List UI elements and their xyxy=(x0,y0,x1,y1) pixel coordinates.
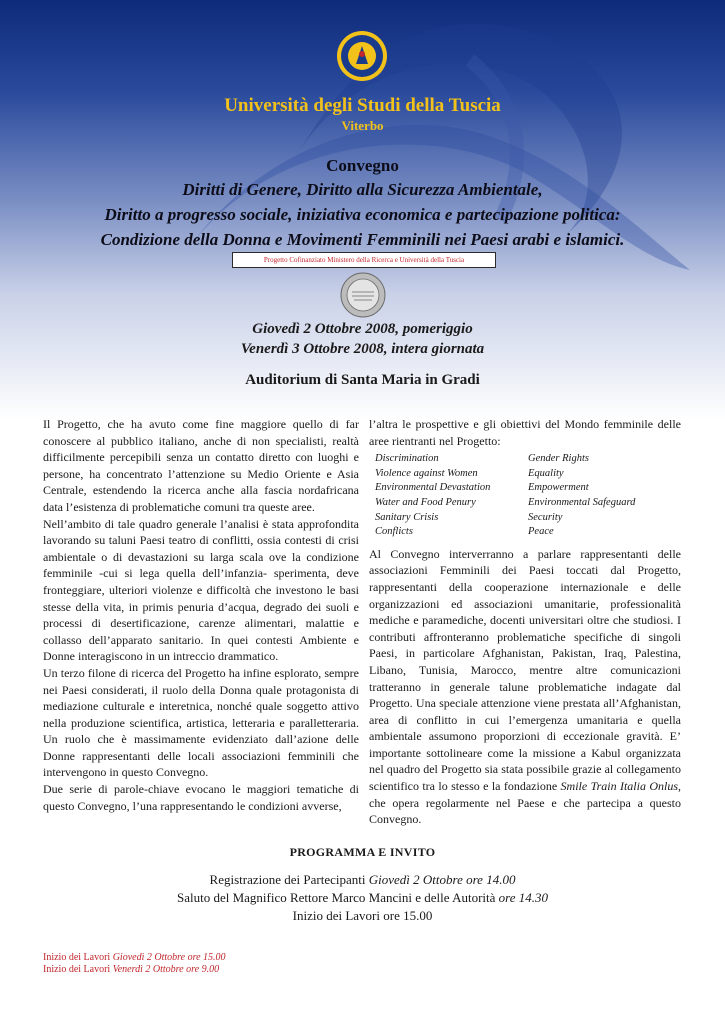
keyword-item: Environmental Safeguard xyxy=(528,496,636,508)
keyword-item: Gender Rights xyxy=(528,453,589,465)
date-thursday: Giovedì 2 Ottobre 2008, pomeriggio xyxy=(252,321,473,337)
university-seal-logo xyxy=(336,30,388,82)
project-funding-box: Progetto Cofinanziato Ministero della Ricerca e Università della Tuscia xyxy=(232,252,496,268)
left-paragraph-3: Un terzo filone di ricerca del Progetto ha infine esplorato, sempre nei Paesi considerati, il ruolo della Donna quale protagonista di mediazione culturale e interetnica, nonché quale soggetto attivo nella produzione scientifica, artistica, letteraria e paralletteraria. Un ruolo che è massimamente evidenziato dall’azione delle Donne rappresentanti delle locali associazioni femminili che intervengono in questo Convegno. xyxy=(43,665,359,780)
conference-label: Convegno xyxy=(326,156,399,175)
greeting-time: ore 14.30 xyxy=(498,890,549,905)
footer-note-date: Venerdì 2 Ottobre ore 9.00 xyxy=(112,964,220,975)
foundation-name: Smile Train Italia Onlus xyxy=(560,779,679,794)
venue: Auditorium di Santa Maria in Gradi xyxy=(245,372,480,388)
footer-note-prefix: Inizio dei Lavori xyxy=(43,952,113,963)
program-start: Inizio dei Lavori ore 15.00 xyxy=(292,908,433,923)
footer-note-prefix: Inizio dei Lavori xyxy=(43,964,113,975)
keyword-item: Peace xyxy=(528,526,554,538)
keyword-item: Empowerment xyxy=(528,482,589,494)
body-column-right xyxy=(369,416,681,828)
right-paragraph-text-a: Al Convegno interverranno a parlare rappresentanti delle associazioni Femminili dei Paesi toccati dal Progetto, rappresentanti della cooperazione internazionale e delle organizzazioni ed associazioni umanitarie, professionalità mediche e paramediche, docenti universitari oltre che studiosi. I contributi affronteranno problematiche specifiche di singoli Paesi, in particolare Afghanistan, Pakistan, Iraq, Palestina, Libano, Tunisia, Marocco, mentre altre comunicazioni tratteranno in generale talune problematiche indagate dal Progetto. Una speciale attenzione viene prestata all’Afghanistan, area di conflitto in cui l’emergenza umanitaria e quella ambientale assumono proporzioni di eccezionale gravità. E’ importante sottolineare come la missione a Kabul organizzata nel quadro del Progetto sia stata possibile grazie al collegamento scientifico tra lo stesso e la fondazione xyxy=(369,546,681,794)
keywords-table xyxy=(375,452,681,540)
conference-title-line-2: Diritto a progresso sociale, iniziativa economica e partecipazione politica: xyxy=(104,205,621,224)
keyword-item: Violence against Women xyxy=(375,467,478,479)
left-paragraph-1: Il Progetto, che ha avuto come fine maggiore quello di far conoscere al pubblico italiano, anche di non specialisti, realtà difficilmente percepibili senza un contatto diretto con luoghi e persone, ha concentrato l’attenzione su Medio Oriente e Asia Centrale, estendendo la ricerca anche alla fascia nordafricana data l’esistenza di problematiche comuni tra queste aree. xyxy=(43,417,359,514)
footer-note-1 xyxy=(43,952,226,963)
keyword-item: Environmental Devastation xyxy=(375,482,491,494)
program-registration xyxy=(0,872,725,888)
keyword-item: Security xyxy=(528,511,563,523)
keywords-goals-list xyxy=(528,452,681,540)
program-greeting xyxy=(0,890,725,906)
keyword-item: Discrimination xyxy=(375,453,439,465)
program-title: PROGRAMMA E INVITO xyxy=(289,845,436,859)
footer-note-2 xyxy=(43,964,219,975)
registration-text: Registrazione dei Partecipanti xyxy=(209,872,369,887)
project-logo xyxy=(340,272,386,318)
conference-title-line-3: Condizione della Donna e Movimenti Femminili nei Paesi arabi e islamici. xyxy=(100,230,625,249)
date-friday: Venerdì 3 Ottobre 2008, intera giornata xyxy=(240,341,485,357)
right-paragraph-text-b: , che opera regolarmente nel Paese e che partecipa a questo Convegno. xyxy=(369,779,682,827)
keyword-item: Conflicts xyxy=(375,526,413,538)
footer-note-date: Giovedì 2 Ottobre ore 15.00 xyxy=(112,952,226,963)
university-city: Viterbo xyxy=(341,118,384,133)
keyword-item: Water and Food Penury xyxy=(375,496,476,508)
keyword-item: Equality xyxy=(528,467,564,479)
right-paragraph xyxy=(369,546,681,828)
right-intro: l’altra le prospettive e gli obiettivi del Mondo femminile delle aree rientranti nel Progetto: xyxy=(369,417,681,448)
body-column-left xyxy=(43,416,359,814)
conference-title-line-1: Diritti di Genere, Diritto alla Sicurezza Ambientale, xyxy=(182,180,543,199)
greeting-text: Saluto del Magnifico Rettore Marco Mancini e delle Autorità xyxy=(176,890,499,905)
left-paragraph-2: Nell’ambito di tale quadro generale l’analisi è stata approfondita lavorando su taluni Paesi teatro di conflitti, ossia contesti di crisi ambientale o di devastazioni su larga scala ove la condizione femminile -cui si lega quella dell’infanzia- sperimenta, deve fronteggiare, ulteriori violenze e difficoltà che investono le basi stesse della vita, in primis penuria d’acqua, degrado dei suoli e processi di desertificazione, carenze alimentari, malattie e collasso dell’apparato sanitario. In quei contesti Ambiente e Donne interagiscono in un intreccio drammatico. xyxy=(43,516,359,664)
university-name: Università degli Studi della Tuscia xyxy=(224,95,501,116)
left-paragraph-4: Due serie di parole-chiave evocano le maggiori tematiche di questo Convegno, l’una rappresentando le condizioni avverse, xyxy=(43,782,359,813)
registration-time: Giovedì 2 Ottobre ore 14.00 xyxy=(368,872,516,887)
keyword-item: Sanitary Crisis xyxy=(375,511,439,523)
keywords-adverse-list xyxy=(375,452,528,540)
